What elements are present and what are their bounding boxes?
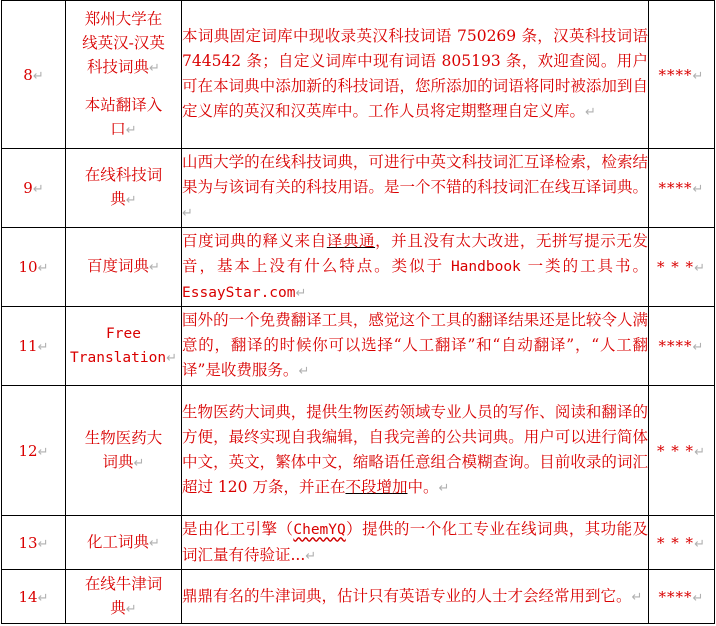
rating-stars: ****↵ xyxy=(649,307,715,386)
translate-entry-link[interactable]: 本站翻译入 xyxy=(84,95,163,114)
rating-stars: * * *↵ xyxy=(649,386,715,516)
rating-stars: ****↵ xyxy=(649,1,715,149)
dictionary-description: 百度词典的释义来自译典通，并且没有太大改进，无拼写提示无发音，基本上没有什么特点。类似于 Handbook 一类的工具书。EssayStar.com↵ xyxy=(182,228,649,307)
dictionary-description: 本词典固定词库中现收录英汉科技词语 750269 条，汉英科技词语 744542 条；自定义词库中现有词语 805193 条，欢迎查阅。用户可在本词典中添加新的科技词语，您所添加的词语将同时被添加到自定义库的英汉和汉英库中。工作人员将定期整理自定义库。↵ xyxy=(182,1,649,149)
return-mark-icon: ↵ xyxy=(37,590,49,606)
dictionary-name[interactable]: 在线牛津词 典↵ xyxy=(66,570,182,624)
dictionary-name[interactable]: 百度词典↵ xyxy=(66,228,182,307)
row-number: 11↵ xyxy=(2,307,66,386)
yidiantong-link[interactable]: 译典通 xyxy=(326,231,376,250)
return-mark-icon: ↵ xyxy=(438,481,450,496)
rating-stars: ****↵ xyxy=(649,570,715,624)
return-mark-icon: ↵ xyxy=(298,364,310,379)
table-row xyxy=(2,228,715,307)
return-mark-icon: ↵ xyxy=(149,260,160,275)
dictionary-description: 生物医药大词典，提供生物医药领域专业人员的写作、阅读和翻译的方便，最终实现自我编辑，自我完善的公共词典。用户可以进行简体中文，英文，繁体中文，缩略语任意组合模糊查询。目前收录的词汇超过 120 万条，并正在不段增加中。↵ xyxy=(182,386,649,516)
row-number: 10↵ xyxy=(2,228,66,307)
dictionary-description: 鼎鼎有名的牛津词典，估计只有英语专业的人士才会经常用到它。↵ xyxy=(182,570,649,624)
return-mark-icon: ↵ xyxy=(585,105,596,120)
dictionary-table xyxy=(1,0,715,624)
table-row xyxy=(2,570,715,624)
rating-stars: ****↵ xyxy=(649,149,715,228)
dictionary-name[interactable]: 化工词典↵ xyxy=(66,516,182,570)
chemyq-link[interactable]: ChemYQ xyxy=(293,521,346,538)
return-mark-icon: ↵ xyxy=(694,444,706,460)
table-row xyxy=(2,149,715,228)
dictionary-name[interactable]: 郑州大学在 线英汉-汉英 科技词典↵ 本站翻译入 口↵ xyxy=(66,1,182,149)
dictionary-name[interactable]: Free Translation↵ xyxy=(66,307,182,386)
table-row xyxy=(2,307,715,386)
return-mark-icon: ↵ xyxy=(37,536,49,552)
return-mark-icon: ↵ xyxy=(125,193,137,208)
rating-stars: * * *↵ xyxy=(649,516,715,570)
return-mark-icon: ↵ xyxy=(149,60,160,76)
return-mark-icon: ↵ xyxy=(166,350,177,366)
return-mark-icon: ↵ xyxy=(295,285,307,301)
return-mark-icon: ↵ xyxy=(37,340,49,355)
table-row xyxy=(2,1,715,149)
return-mark-icon: ↵ xyxy=(125,122,137,138)
return-mark-icon: ↵ xyxy=(692,340,705,355)
return-mark-icon: ↵ xyxy=(692,182,705,197)
return-mark-icon: ↵ xyxy=(692,590,705,606)
table-row xyxy=(2,386,715,516)
row-number: 14↵ xyxy=(2,570,66,624)
dictionary-description: 国外的一个免费翻译工具，感觉这个工具的翻译结果还是比较令人满意的，翻译的时候你可以选择“人工翻译”和“自动翻译”，“人工翻译”是收费服务。↵ xyxy=(182,307,649,386)
return-mark-icon: ↵ xyxy=(692,68,705,84)
return-mark-icon: ↵ xyxy=(133,455,145,471)
return-mark-icon: ↵ xyxy=(694,536,706,552)
row-number: 12↵ xyxy=(2,386,66,516)
return-mark-icon: ↵ xyxy=(694,261,706,276)
row-number: 8↵ xyxy=(2,1,66,149)
return-mark-icon: ↵ xyxy=(305,548,317,564)
dictionary-description: 是由化工引擎（ChemYQ）提供的一个化工专业在线词典，其功能及词汇量有待验证...↵ xyxy=(182,516,649,570)
table-row xyxy=(2,516,715,570)
row-number: 13↵ xyxy=(2,516,66,570)
return-mark-icon: ↵ xyxy=(37,444,49,460)
return-mark-icon: ↵ xyxy=(32,68,44,84)
return-mark-icon: ↵ xyxy=(32,182,44,197)
row-number: 9↵ xyxy=(2,149,66,228)
dictionary-description: 山西大学的在线科技词典，可进行中英文科技词汇互译检索，检索结果为与该词有关的科技用语。是一个不错的科技词汇在线互译词典。↵ xyxy=(182,149,649,228)
return-mark-icon: ↵ xyxy=(37,261,49,276)
return-mark-icon: ↵ xyxy=(631,589,643,605)
dictionary-name[interactable]: 在线科技词 典↵ xyxy=(66,149,182,228)
essaystar-link[interactable]: EssayStar.com xyxy=(182,284,296,301)
rating-stars: * * *↵ xyxy=(649,228,715,307)
return-mark-icon: ↵ xyxy=(149,535,160,551)
return-mark-icon: ↵ xyxy=(125,601,137,617)
dictionary-name[interactable]: 生物医药大 词典↵ xyxy=(66,386,182,516)
return-mark-icon: ↵ xyxy=(182,206,193,221)
